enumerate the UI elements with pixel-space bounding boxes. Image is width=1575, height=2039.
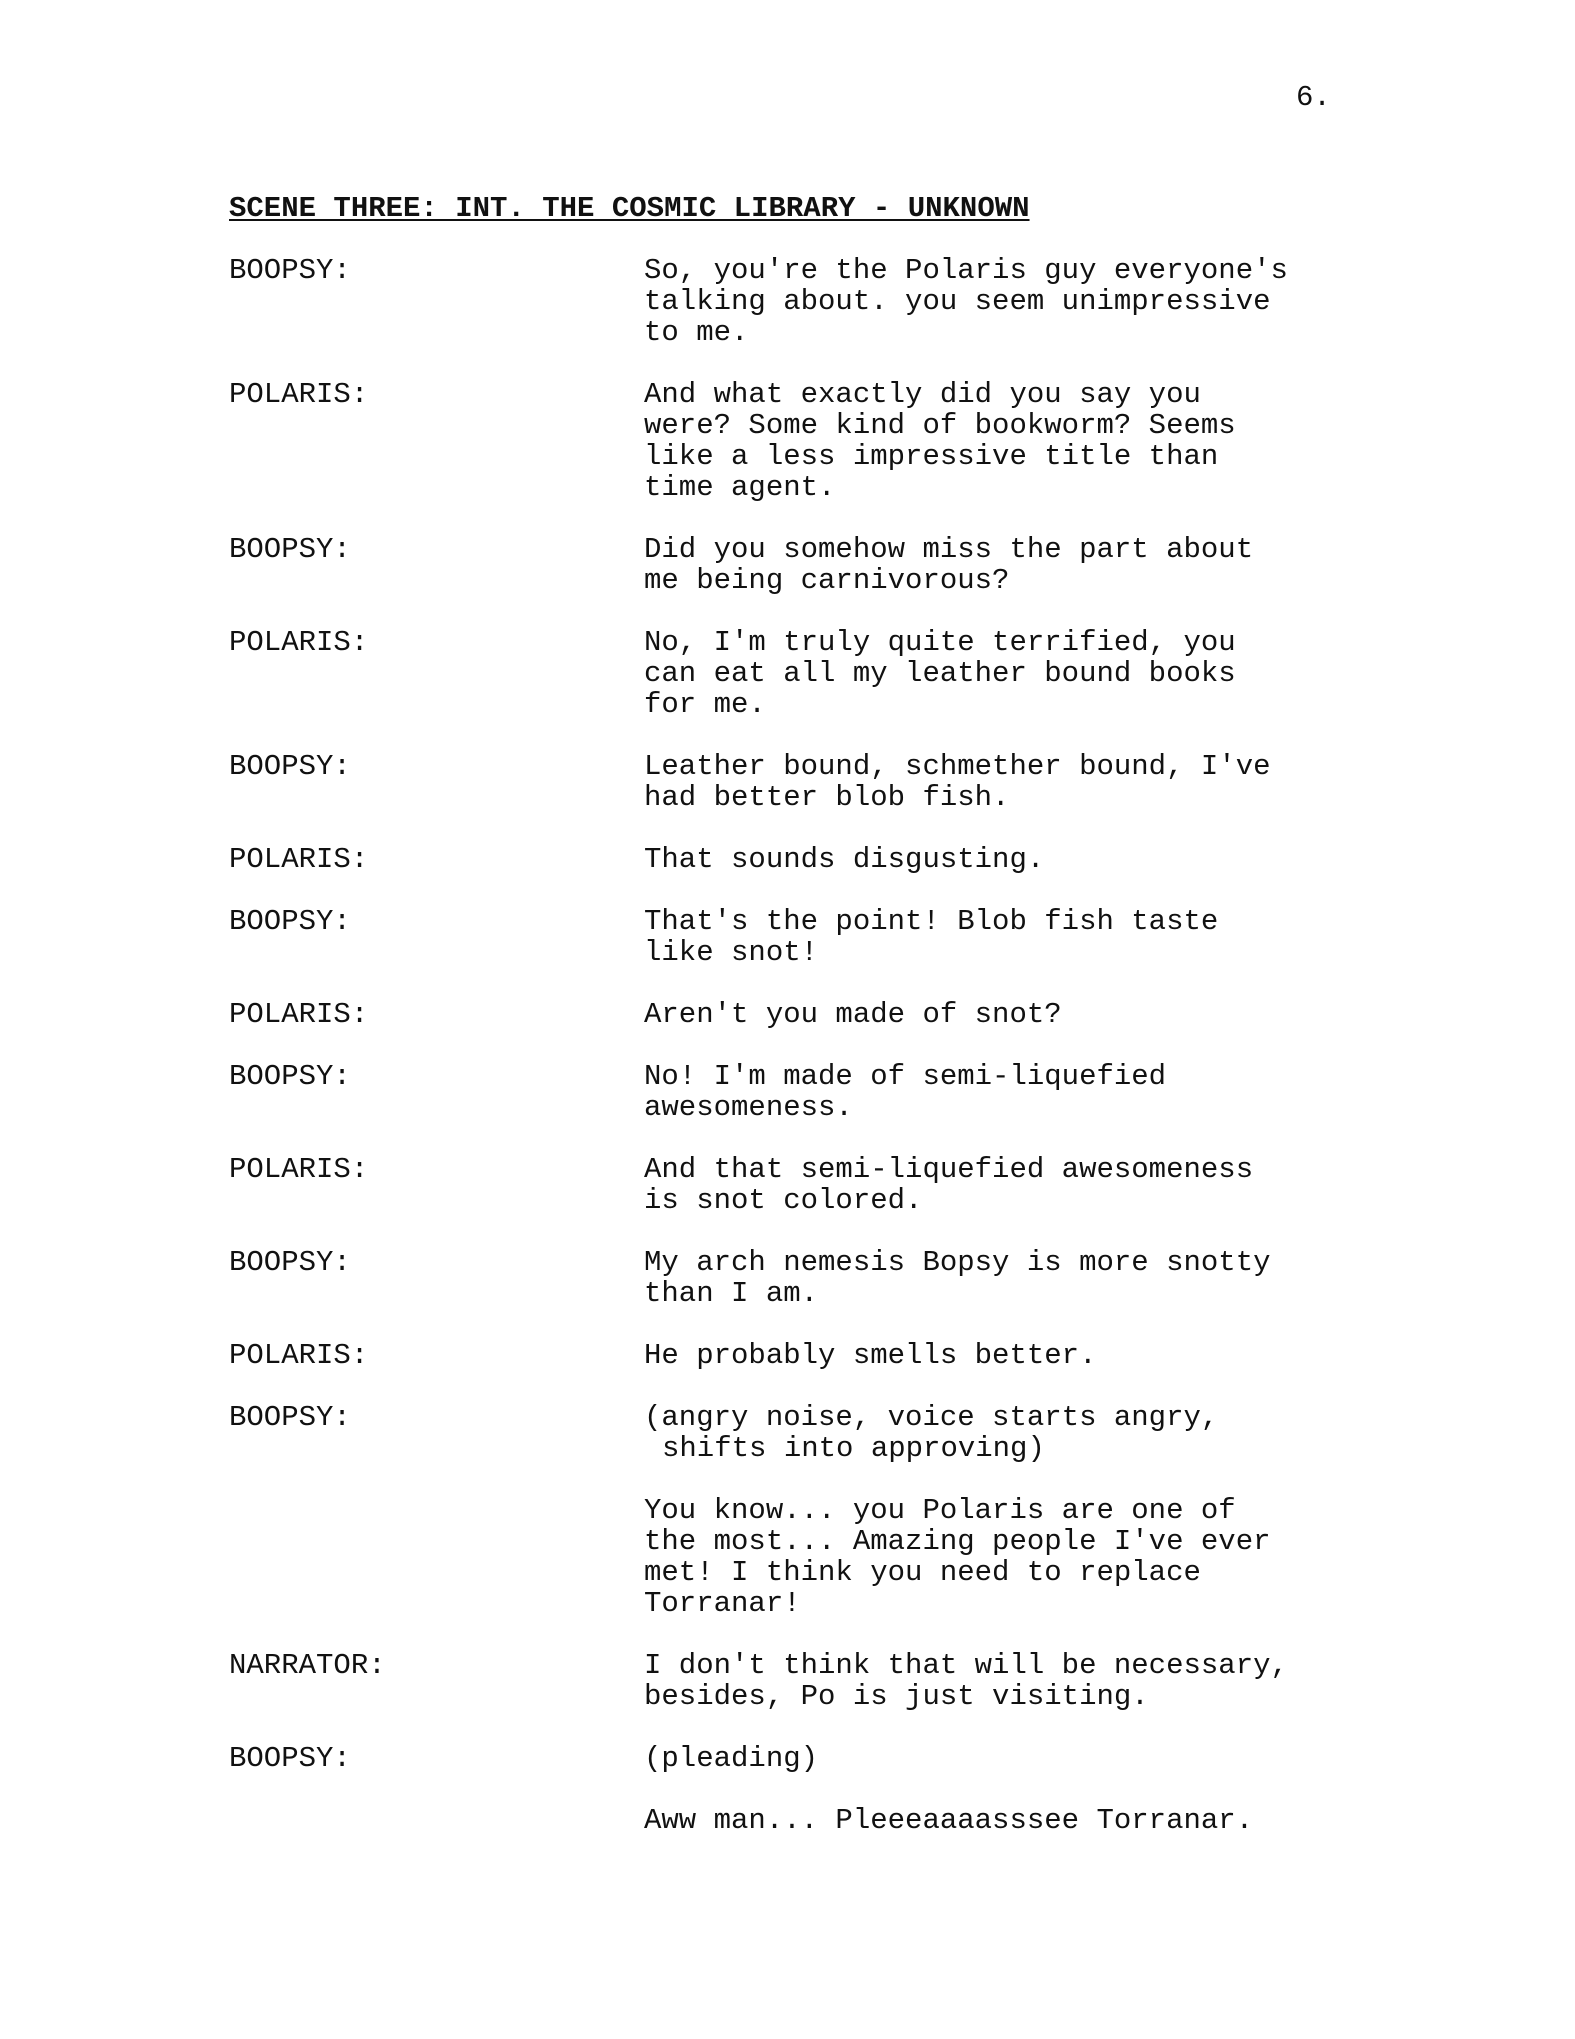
- page-number: 6.: [1296, 81, 1331, 114]
- scene-heading: SCENE THREE: INT. THE COSMIC LIBRARY - UNKNOWN: [229, 192, 1030, 225]
- dialogue-text: I don't think that will be necessary, besides, Po is just visiting.: [644, 1649, 1288, 1713]
- dialogue-row: [229, 1650, 1375, 1712]
- dialogue-text: You know... you Polaris are one of the most... Amazing people I've ever met! I think you need to replace Torranar!: [644, 1494, 1271, 1620]
- dialogue-row: [229, 751, 1375, 813]
- dialogue-row: [229, 627, 1375, 720]
- parenthetical-text: (pleading): [644, 1742, 819, 1775]
- character-name: BOOPSY:: [229, 1401, 351, 1434]
- character-name: POLARIS:: [229, 626, 369, 659]
- dialogue-text: Did you somehow miss the part about me being carnivorous?: [644, 533, 1254, 597]
- dialogue-row: [229, 1743, 1375, 1774]
- dialogue-text: No, I'm truly quite terrified, you can eat all my leather bound books for me.: [644, 626, 1236, 721]
- dialogue-row: [229, 1247, 1375, 1309]
- dialogue-text: So, you're the Polaris guy everyone's talking about. you seem unimpressive to me.: [644, 254, 1288, 349]
- dialogue-row: [229, 379, 1375, 503]
- parenthetical-text: (angry noise, voice starts angry, shifts into approving): [644, 1401, 1219, 1465]
- dialogue-list: [229, 255, 1375, 1867]
- dialogue-text: Aww man... Pleeeaaaasssee Torranar.: [644, 1804, 1254, 1837]
- dialogue-row: [229, 1061, 1375, 1123]
- dialogue-row: [229, 1495, 1375, 1619]
- dialogue-row: [229, 999, 1375, 1030]
- dialogue-row: [229, 534, 1375, 596]
- dialogue-text: That's the point! Blob fish taste like snot!: [644, 905, 1219, 969]
- character-name: POLARIS:: [229, 998, 369, 1031]
- dialogue-text: He probably smells better.: [644, 1339, 1097, 1372]
- dialogue-row: [229, 255, 1375, 348]
- character-name: BOOPSY:: [229, 254, 351, 287]
- character-name: POLARIS:: [229, 843, 369, 876]
- character-name: BOOPSY:: [229, 750, 351, 783]
- dialogue-text: Leather bound, schmether bound, I've had better blob fish.: [644, 750, 1271, 814]
- dialogue-text: My arch nemesis Bopsy is more snotty than I am.: [644, 1246, 1271, 1310]
- character-name: BOOPSY:: [229, 1246, 351, 1279]
- dialogue-row: [229, 906, 1375, 968]
- character-name: POLARIS:: [229, 378, 369, 411]
- character-name: NARRATOR:: [229, 1649, 386, 1682]
- dialogue-row: [229, 1805, 1375, 1836]
- dialogue-text: Aren't you made of snot?: [644, 998, 1062, 1031]
- dialogue-row: [229, 1154, 1375, 1216]
- character-name: POLARIS:: [229, 1153, 369, 1186]
- dialogue-row: [229, 1402, 1375, 1464]
- dialogue-text: That sounds disgusting.: [644, 843, 1045, 876]
- dialogue-row: [229, 1340, 1375, 1371]
- character-name: POLARIS:: [229, 1339, 369, 1372]
- dialogue-text: No! I'm made of semi-liquefied awesomeness.: [644, 1060, 1167, 1124]
- dialogue-text: And what exactly did you say you were? Some kind of bookworm? Seems like a less impressive title than time agent.: [644, 378, 1236, 504]
- character-name: BOOPSY:: [229, 1060, 351, 1093]
- dialogue-row: [229, 844, 1375, 875]
- character-name: BOOPSY:: [229, 905, 351, 938]
- character-name: BOOPSY:: [229, 1742, 351, 1775]
- dialogue-text: And that semi-liquefied awesomeness is snot colored.: [644, 1153, 1254, 1217]
- character-name: BOOPSY:: [229, 533, 351, 566]
